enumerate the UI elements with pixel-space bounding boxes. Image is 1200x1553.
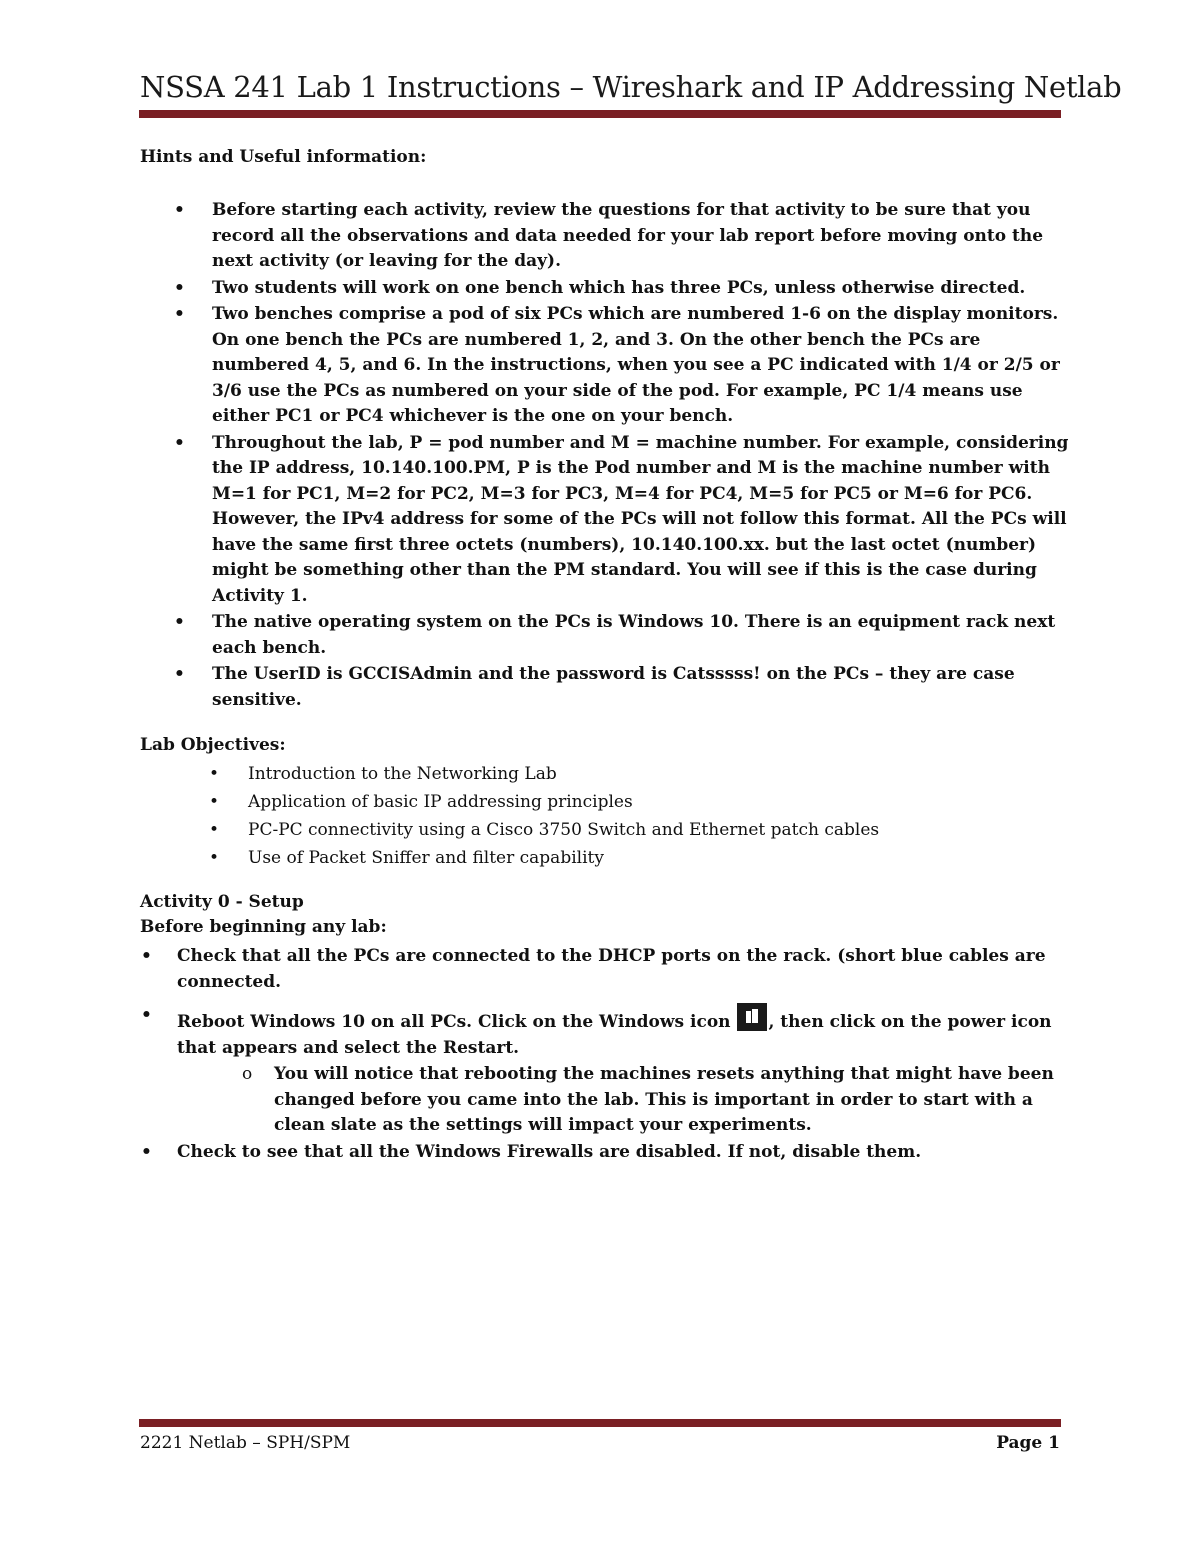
- bullet-icon: •: [209, 820, 220, 840]
- list-item: • Application of basic IP addressing principles: [248, 789, 1068, 816]
- bullet-icon: •: [174, 200, 185, 220]
- sub-bullet-icon: o: [242, 1064, 253, 1084]
- hints-heading: Hints and Useful information:: [140, 147, 427, 167]
- bullet-icon: •: [174, 432, 185, 453]
- footer-course: 2221 Netlab – SPH/SPM: [140, 1433, 351, 1453]
- bullet-icon: •: [174, 664, 185, 684]
- list-item: • Check that all the PCs are connected to the DHCP ports on the rack. (short blue cables are connected.: [141, 946, 1046, 992]
- list-item: o You will notice that rebooting the machines resets anything that might have been changed before you came into the lab. This is important in order to start with a clean slate as the settings will impact your experiments.: [242, 1064, 1054, 1135]
- list-item: • Before starting each activity, review the questions for that activity to be sure that you record all the observations and data needed for your lab report before moving onto the next activity (or leaving for the day).: [174, 200, 1044, 271]
- list-item: • Check to see that all the Windows Firewalls are disabled. If not, disable them.: [177, 1140, 1067, 1166]
- list-item: • The UserID is GCCISAdmin and the password is Catsssss! on the PCs – they are case sensitive.: [174, 664, 1015, 710]
- bullet-icon: •: [141, 1141, 152, 1162]
- list-item: • PC-PC connectivity using a Cisco 3750 Switch and Ethernet patch cables: [248, 817, 1068, 844]
- bullet-icon: •: [141, 946, 152, 966]
- list-item: • Use of Packet Sniffer and filter capability: [248, 845, 1068, 872]
- list-item: • Introduction to the Networking Lab: [248, 761, 1068, 788]
- header-rule: [139, 110, 1061, 118]
- list-item: • Reboot Windows 10 on all PCs. Click on the Windows icon , then click on the power icon that appears and select the Restart.: [141, 1005, 1052, 1058]
- footer-rule: [139, 1419, 1061, 1427]
- list-item: • Two students will work on one bench which has three PCs, unless otherwise directed.: [212, 276, 1072, 302]
- activity-subheading: Before beginning any lab:: [140, 917, 387, 937]
- setup-list: [141, 944, 1067, 1166]
- list-item: • Throughout the lab, P = pod number and M = machine number. For example, considering the IP address, 10.140.100.PM, P is the Pod number and M is the machine number with M=1 for PC1, M=2 for PC2, M=3 for PC3, M=4 for PC4, M=5 for PC5 or M=6 for PC6. However, the IPv4 address for some of the PCs will not follow this format. All the PCs will have the same first three octets (numbers), 10.140.100.xx. but the last octet (number) might be something other than the PM standard. You will see if this is the case during Activity 1.: [174, 432, 1069, 606]
- list-item: • Two benches comprise a pod of six PCs which are numbered 1-6 on the display monitors. On one bench the PCs are numbered 1, 2, and 3. On the other bench the PCs are numbered 4, 5, and 6. In the instructions, when you see a PC indicated with 1/4 or 2/5 or 3/6 use the PCs as numbered on your side of the pod. For example, PC 1/4 means use either PC1 or PC4 whichever is the one on your bench.: [174, 304, 1060, 426]
- bullet-icon: •: [209, 792, 220, 812]
- activity-heading: Activity 0 - Setup: [140, 892, 304, 912]
- page-number: Page 1: [996, 1433, 1060, 1453]
- page-title: NSSA 241 Lab 1 Instructions – Wireshark and IP Addressing Netlab: [140, 70, 1122, 104]
- bullet-icon: •: [209, 848, 220, 868]
- objectives-heading: Lab Objectives:: [140, 735, 286, 755]
- list-item: • The native operating system on the PCs is Windows 10. There is an equipment rack next each bench.: [174, 612, 1056, 658]
- hints-list: [174, 198, 1072, 714]
- bullet-icon: •: [174, 304, 185, 324]
- objectives-list: [209, 761, 1068, 873]
- windows-start-icon: [737, 1003, 767, 1031]
- bullet-icon: •: [209, 764, 220, 784]
- bullet-icon: •: [174, 612, 185, 632]
- bullet-icon: •: [141, 1005, 152, 1025]
- bullet-icon: •: [174, 277, 185, 298]
